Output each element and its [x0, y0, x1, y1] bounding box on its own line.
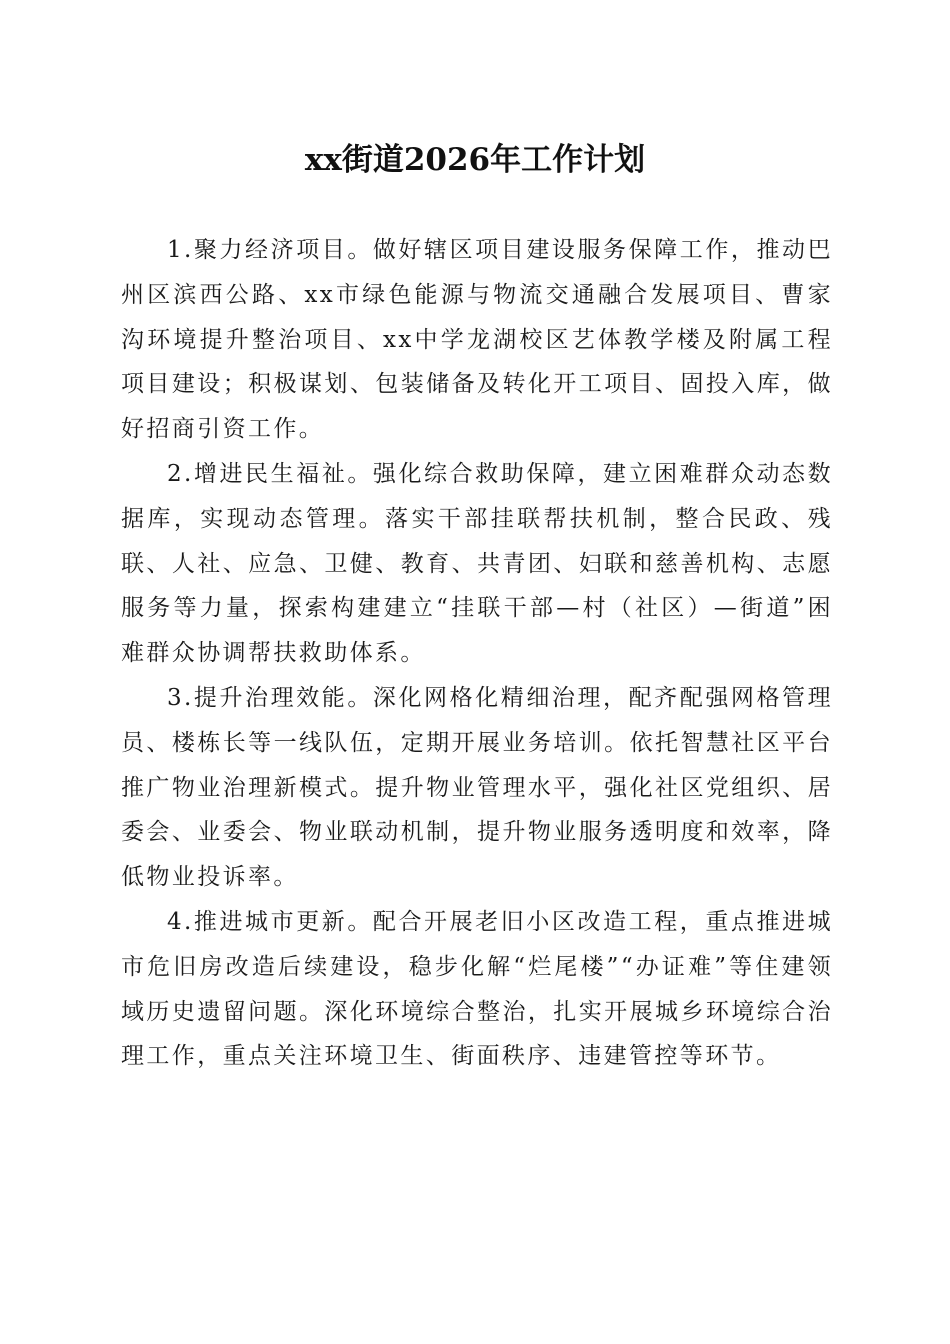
paragraph-economic-projects: 1.聚力经济项目。做好辖区项目建设服务保障工作，推动巴州区滨西公路、xx市绿色能源与物流交通融合发展项目、曹家沟环境提升整治项目、xx中学龙湖校区艺体教学楼及附属工程项目建设；积极谋划、包装储备及转化开工项目、固投入库，做好招商引资工作。	[121, 237, 833, 443]
document-body	[121, 228, 833, 1079]
paragraph-urban-renewal: 4.推进城市更新。配合开展老旧小区改造工程，重点推进城市危旧房改造后续建设，稳步化解“烂尾楼”“办证难”等住建领域历史遗留问题。深化环境综合整治，扎实开展城乡环境综合治理工作，重点关注环境卫生、街面秩序、违建管控等环节。	[121, 908, 833, 1070]
paragraph-governance-efficiency: 3.提升治理效能。深化网格化精细治理，配齐配强网格管理员、楼栋长等一线队伍，定期开展业务培训。依托智慧社区平台推广物业治理新模式。提升物业管理水平，强化社区党组织、居委会、业委会、物业联动机制，提升物业服务透明度和效率，降低物业投诉率。	[121, 684, 833, 891]
document-title: xx街道2026年工作计划	[304, 142, 646, 178]
paragraph-livelihood-welfare: 2.增进民生福祉。强化综合救助保障，建立困难群众动态数据库，实现动态管理。落实干部挂联帮扶机制，整合民政、残联、人社、应急、卫健、教育、共青团、妇联和慈善机构、志愿服务等力量，探索构建建立“挂联干部—村（社区）—街道”困难群众协调帮扶救助体系。	[121, 460, 833, 667]
